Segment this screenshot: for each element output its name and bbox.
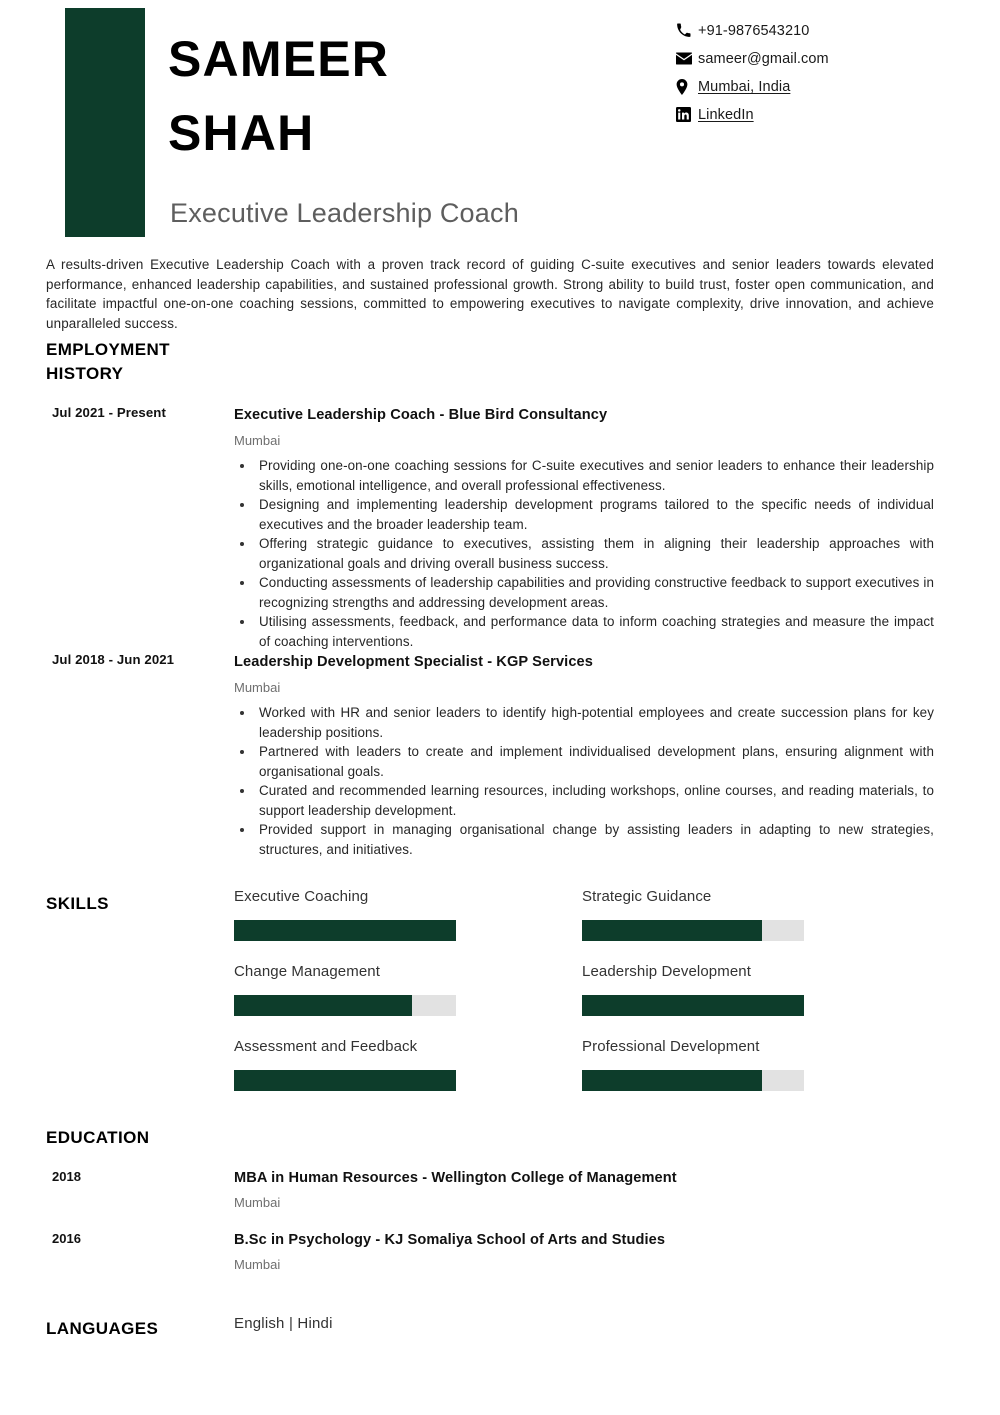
resume-header — [0, 0, 1000, 240]
last-name: SHAH — [168, 105, 315, 161]
accent-bar — [65, 8, 145, 237]
employment-entry — [46, 652, 934, 859]
education-title: B.Sc in Psychology - KJ Somaliya School of Arts and Studies — [234, 1232, 666, 1248]
contact-item-location[interactable] — [676, 74, 976, 99]
skill-label: Assessment and Feedback — [234, 1038, 418, 1055]
section-heading-employment: EMPLOYMENT HISTORY — [46, 340, 170, 383]
skill-bar-fill — [582, 1070, 762, 1091]
education-title: MBA in Human Resources - Wellington College of Management — [234, 1170, 677, 1186]
skills-grid — [234, 886, 806, 1091]
employment-bullet: Conducting assessments of leadership capabilities and providing constructive feedback to support executives in recognizing strengths and addressing development areas. — [234, 573, 934, 612]
employment-title: Executive Leadership Coach - Blue Bird Consultancy — [234, 407, 608, 423]
contact-item-linkedin[interactable] — [676, 102, 976, 127]
skill-bar-track — [582, 920, 804, 941]
employment-bullets — [234, 456, 934, 651]
employment-bullet: Provided support in managing organisational change by assisting leaders in adapting to new strategies, structures, and initiatives. — [234, 820, 934, 859]
employment-bullet: Providing one-on-one coaching sessions for C-suite executives and senior leaders to enhance their leadership skills, emotional intelligence, and overall professional effectiveness. — [234, 456, 934, 495]
skill-item — [234, 961, 456, 1016]
candidate-job-title: Executive Leadership Coach — [170, 198, 519, 228]
skill-bar-track — [582, 1070, 804, 1091]
skill-bar-fill — [234, 920, 456, 941]
skill-bar-track — [582, 995, 804, 1016]
skill-label: Executive Coaching — [234, 888, 369, 905]
skill-bar-fill — [582, 920, 762, 941]
skill-item — [582, 1036, 804, 1091]
section-heading-education: EDUCATION — [46, 1128, 150, 1147]
skill-bar-track — [234, 995, 456, 1016]
contact-item-phone[interactable] — [676, 18, 976, 43]
contact-location-text[interactable]: Mumbai, India — [698, 78, 791, 95]
first-name: SAMEER — [168, 31, 390, 87]
employment-entry — [46, 405, 934, 651]
education-location: Mumbai — [234, 1257, 281, 1272]
section-heading-skills: SKILLS — [46, 894, 109, 913]
location-pin-icon — [676, 78, 698, 96]
skill-item — [234, 886, 456, 941]
employment-bullet: Designing and implementing leadership development programs tailored to the specific needs of individual executives and the broader leadership team. — [234, 495, 934, 534]
contact-list — [676, 18, 976, 130]
skill-bar-fill — [582, 995, 804, 1016]
envelope-icon — [676, 50, 698, 68]
education-entry — [46, 1230, 934, 1273]
skill-label: Professional Development — [582, 1038, 760, 1055]
contact-item-email[interactable] — [676, 46, 976, 71]
employment-bullets — [234, 703, 934, 859]
languages-value: English | Hindi — [234, 1315, 333, 1332]
skill-bar-track — [234, 1070, 456, 1091]
employment-bullet: Worked with HR and senior leaders to identify high-potential employees and create succession plans for key leadership positions. — [234, 703, 934, 742]
contact-email-text: sameer@gmail.com — [698, 50, 829, 67]
skill-label: Leadership Development — [582, 963, 751, 980]
skill-bar-fill — [234, 1070, 456, 1091]
phone-icon — [676, 22, 698, 40]
education-location: Mumbai — [234, 1195, 281, 1210]
education-entry — [46, 1168, 934, 1211]
skill-bar-fill — [234, 995, 412, 1016]
skill-item — [582, 886, 804, 941]
linkedin-icon — [676, 106, 698, 124]
skill-label: Change Management — [234, 963, 380, 980]
section-heading-languages: LANGUAGES — [46, 1319, 159, 1338]
skill-item — [234, 1036, 456, 1091]
skill-label: Strategic Guidance — [582, 888, 712, 905]
employment-date: Jul 2018 - Jun 2021 — [52, 652, 175, 667]
contact-phone-text: +91-9876543210 — [698, 22, 810, 39]
candidate-name — [168, 22, 628, 170]
employment-location: Mumbai — [234, 680, 281, 695]
skill-bar-track — [234, 920, 456, 941]
employment-bullet: Utilising assessments, feedback, and performance data to inform coaching strategies and measure the impact of coaching interventions. — [234, 612, 934, 651]
professional-summary: A results-driven Executive Leadership Coach with a proven track record of guiding C-suite executives and senior leaders towards elevated performance, enhanced leadership capabilities, and sustained professional growth. Strong ability to build trust, foster open communication, and facilitate impactful one-on-one coaching sessions, committed to empowering executives to navigate complexity, drive innovation, and achieve unparalleled success. — [46, 257, 934, 331]
education-year: 2018 — [52, 1169, 81, 1184]
education-year: 2016 — [52, 1231, 81, 1246]
employment-bullet: Offering strategic guidance to executives, assisting them in aligning their leadership approaches with organizational goals and driving overall business success. — [234, 534, 934, 573]
employment-title: Leadership Development Specialist - KGP Services — [234, 654, 593, 670]
contact-linkedin-text[interactable]: LinkedIn — [698, 106, 754, 123]
skill-item — [582, 961, 804, 1016]
employment-location: Mumbai — [234, 433, 281, 448]
employment-bullet: Partnered with leaders to create and implement individualised development plans, ensuring alignment with organisational goals. — [234, 742, 934, 781]
employment-date: Jul 2021 - Present — [52, 405, 166, 420]
employment-bullet: Curated and recommended learning resources, including workshops, online courses, and reading materials, to support leadership development. — [234, 781, 934, 820]
